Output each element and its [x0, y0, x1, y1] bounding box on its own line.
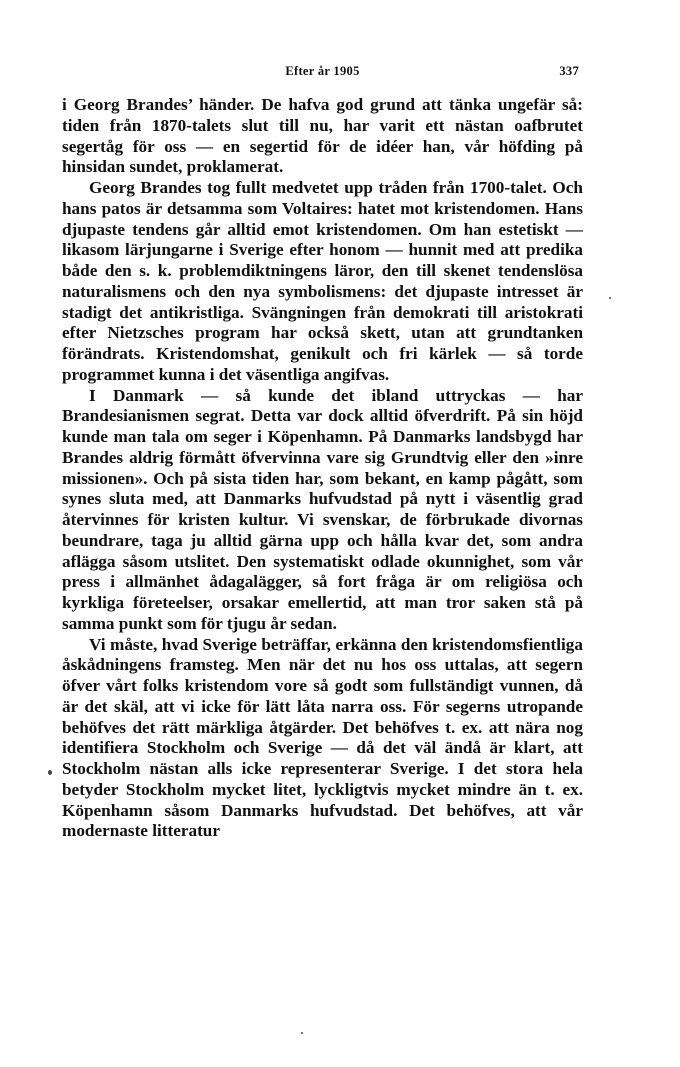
body-text [62, 95, 583, 842]
running-title: Efter år 1905 [285, 64, 360, 78]
running-header [62, 64, 583, 86]
page-number: 337 [559, 64, 579, 78]
margin-speck [609, 297, 611, 299]
margin-speck [301, 1032, 303, 1034]
paragraph-3: I Danmark — så kunde det ibland uttryckas — har Brandesianismen segrat. Detta var dock alltid öfverdrift. På sin höjd kunde man tala om seger i Köpenhamn. På Danmarks landsbygd har Brandes aldrig förmått öfvervinna vare sig Grundtvig eller den »inre missionen». Och på sista tiden har, som bekant, en kamp pågått, som synes sluta med, att Danmarks hufvudstad på nytt i väsentlig grad återvinnes för kristen kultur. Vi svenskar, de förbrukade divornas beundrare, taga ju alltid gärna upp och hålla kvar det, som andra aflägga såsom utslitet. Den systematiskt odlade okunnighet, som vår press i allmänhet ådagalägger, så fort fråga är om religiösa och kyrkliga företeelser, orsakar emellertid, att man tror saken stå på samma punkt som för tjugu år sedan. [62, 385, 583, 633]
paragraph-4: Vi måste, hvad Sverige beträffar, erkänna den kristendomsfientliga åskådningens framsteg. Men när det nu hos oss uttalas, att segern öfver vårt folks kristendom vore så godt som fullständigt vunnen, då är det skäl, att vi icke för lätt låta narra oss. För segerns utropande behöfves det rätt märkliga åtgärder. Det behöfves t. ex. att nära nog identifiera Stockholm och Sverige — då det väl ändå är klart, att Stockholm nästan alls icke representerar Sverige. I det stora hela betyder Stockholm mycket litet, lyckligtvis mycket mindre än t. ex. Köpenhamn såsom Danmarks hufvudstad. Det behöfves, att vår modernaste litteratur [62, 634, 583, 841]
book-page [62, 64, 583, 842]
paragraph-1: i Georg Brandes’ händer. De hafva god grund att tänka ungefär så: tiden från 1870-talets slut till nu, har varit ett nästan oafbrutet segertåg för oss — en segertid för de idéer han, vår höfding på hinsidan sundet, proklamerat. [62, 95, 583, 177]
margin-speck [48, 770, 52, 775]
paragraph-2: Georg Brandes tog fullt medvetet upp tråden från 1700-talet. Och hans patos är detsamma som Voltaires: hatet mot kristendomen. Hans djupaste tendens går alltid emot kristendomen. Om han estetiskt — likasom lärjungarne i Sverige efter honom — hunnit med att predika både den s. k. problemdiktningens läror, den till skenet tendenslösa naturalismens och den nya symbolismens: det djupaste intresset är stadigt det antikristliga. Svängningen från demokrati till aristokrati efter Nietzsches program har också skett, utan att grundtanken förändrats. Kristendomshat, genikult och fri kärlek — så torde programmet kunna i det väsentliga angifvas. [62, 178, 583, 384]
